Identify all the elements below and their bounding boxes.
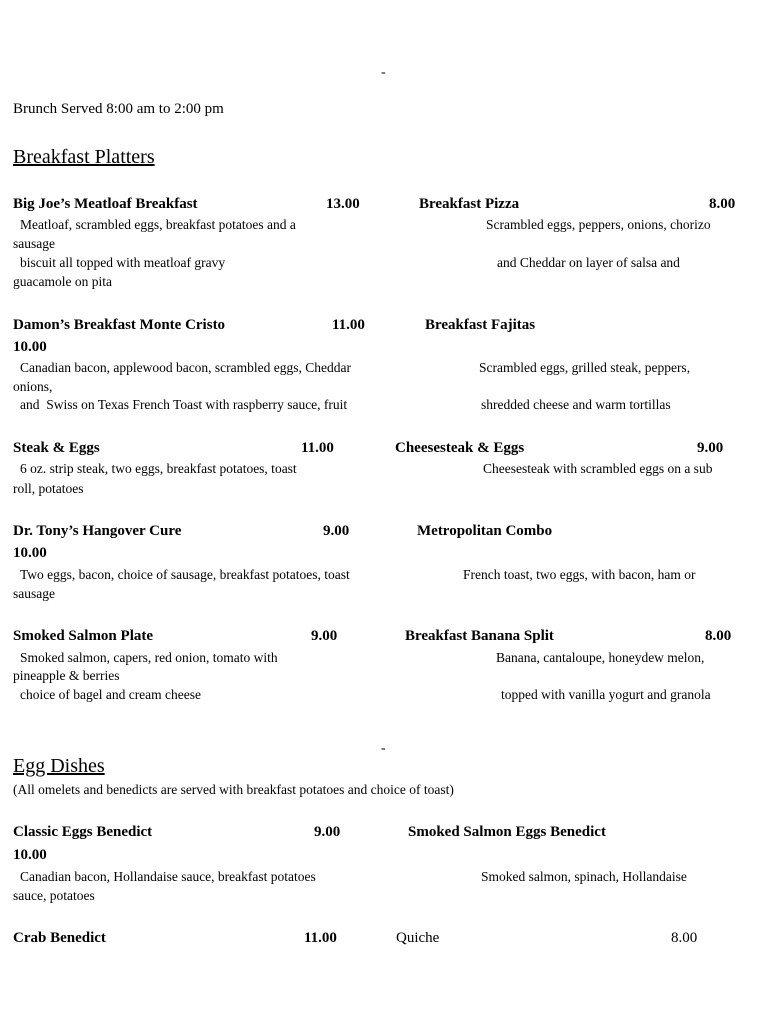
menu-item-description: pineapple & berries: [13, 668, 120, 683]
menu-item-description: Canadian bacon, applewood bacon, scrambled eggs, Cheddar: [20, 360, 352, 375]
menu-item-description: roll, potatoes: [13, 481, 84, 496]
brunch-hours: Brunch Served 8:00 am to 2:00 pm: [13, 101, 224, 117]
menu-item-name: Big Joe’s Meatloaf Breakfast: [13, 196, 198, 212]
menu-item-price: 9.00: [311, 628, 338, 644]
menu-item-price: 9.00: [314, 824, 341, 840]
menu-item-description: and Cheddar on layer of salsa and: [497, 255, 680, 270]
menu-item-description: 6 oz. strip steak, two eggs, breakfast potatoes, toast: [20, 461, 297, 476]
menu-item-description: shredded cheese and warm tortillas: [481, 397, 671, 412]
menu-item-description: biscuit all topped with meatloaf gravy: [20, 255, 226, 270]
menu-item-price: 11.00: [332, 317, 365, 333]
menu-item-price: 10.00: [13, 545, 47, 561]
menu-item-description: Smoked salmon, spinach, Hollandaise: [481, 869, 687, 884]
separator-dash: -: [381, 741, 386, 756]
menu-item-description: Canadian bacon, Hollandaise sauce, breakfast potatoes: [20, 869, 316, 884]
menu-item-description: French toast, two eggs, with bacon, ham or: [463, 567, 696, 582]
menu-item-description: Scrambled eggs, peppers, onions, chorizo: [486, 217, 711, 232]
menu-item-price: 13.00: [326, 196, 360, 212]
menu-item-name: Classic Eggs Benedict: [13, 824, 153, 840]
menu-item-description: sausage: [13, 236, 55, 251]
menu-item-description: Scrambled eggs, grilled steak, peppers,: [479, 360, 691, 375]
menu-item-name: Crab Benedict: [13, 930, 106, 946]
menu-item-price: 11.00: [304, 930, 337, 946]
separator-dash: -: [381, 65, 386, 80]
menu-item-description: onions,: [13, 379, 53, 394]
menu-item-price: 8.00: [671, 930, 698, 946]
section-note: (All omelets and benedicts are served with breakfast potatoes and choice of toast): [13, 782, 454, 797]
menu-item-name: Dr. Tony’s Hangover Cure: [13, 523, 182, 539]
menu-item-name: Damon’s Breakfast Monte Cristo: [13, 317, 226, 333]
section-heading-egg-dishes: Egg Dishes: [13, 755, 105, 777]
menu-item-description: Banana, cantaloupe, honeydew melon,: [496, 650, 705, 665]
menu-item-description: sausage: [13, 586, 55, 601]
menu-item-name: Smoked Salmon Plate: [13, 628, 154, 644]
menu-item-description: Two eggs, bacon, choice of sausage, breakfast potatoes, toast: [20, 567, 350, 582]
menu-item-name: Cheesesteak & Eggs: [395, 440, 525, 456]
menu-item-price: 11.00: [301, 440, 334, 456]
menu-item-description: Meatloaf, scrambled eggs, breakfast potatoes and a: [20, 217, 296, 232]
menu-item-description: choice of bagel and cream cheese: [20, 687, 202, 702]
menu-item-price: 8.00: [709, 196, 736, 212]
menu-item-description: guacamole on pita: [13, 274, 112, 289]
menu-item-name: Smoked Salmon Eggs Benedict: [408, 824, 606, 840]
menu-item-price: 9.00: [323, 523, 350, 539]
menu-item-name: Metropolitan Combo: [417, 523, 553, 539]
menu-item-price: 8.00: [705, 628, 732, 644]
menu-item-name: Quiche: [396, 930, 440, 946]
menu-item-name: Steak & Eggs: [13, 440, 100, 456]
menu-item-name: Breakfast Fajitas: [425, 317, 536, 333]
menu-item-name: Breakfast Banana Split: [405, 628, 554, 644]
menu-item-description: Cheesesteak with scrambled eggs on a sub: [483, 461, 713, 476]
menu-item-description: topped with vanilla yogurt and granola: [501, 687, 711, 702]
menu-item-description: Smoked salmon, capers, red onion, tomato with: [20, 650, 278, 665]
menu-item-name: Breakfast Pizza: [419, 196, 520, 212]
menu-item-price: 10.00: [13, 339, 47, 355]
menu-item-description: and Swiss on Texas French Toast with raspberry sauce, fruit: [20, 397, 348, 412]
section-heading-breakfast-platters: Breakfast Platters: [13, 146, 155, 168]
menu-item-price: 10.00: [13, 847, 47, 863]
menu-item-description: sauce, potatoes: [13, 888, 95, 903]
menu-item-price: 9.00: [697, 440, 724, 456]
